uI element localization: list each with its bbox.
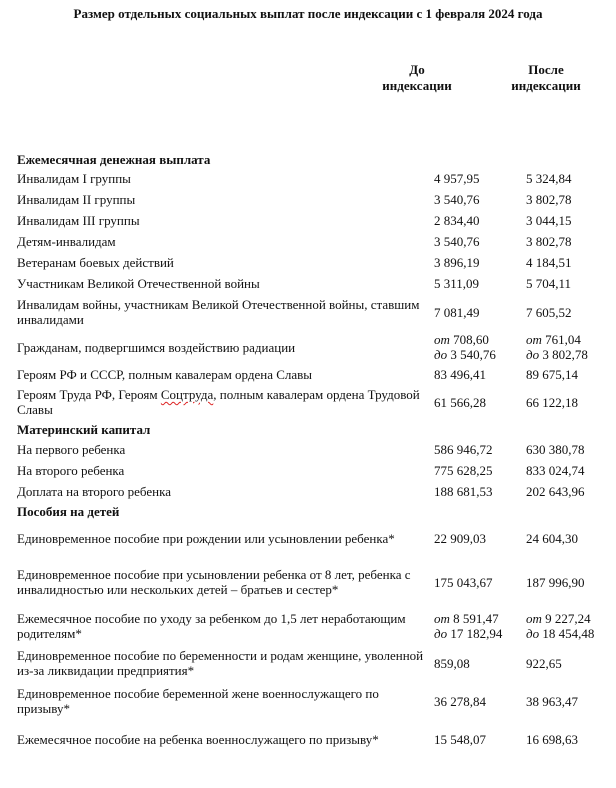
- range-from-value: 8 591,47: [453, 611, 499, 626]
- value-after-range: [526, 332, 612, 362]
- table-row: [0, 210, 616, 231]
- row-label: Единовременное пособие беременной жене военнослужащего по призыву*: [17, 686, 379, 716]
- row-label: Участникам Великой Отечественной войны: [17, 276, 260, 291]
- table-row: [0, 294, 616, 330]
- range-to-value: 17 182,94: [450, 626, 503, 641]
- row-label: Гражданам, подвергшимся воздействию радиации: [17, 339, 296, 355]
- value-before: 7 081,49: [434, 304, 480, 320]
- table-row: [0, 364, 616, 385]
- value-after: 922,65: [526, 655, 562, 671]
- row-label: Доплата на второго ребенка: [17, 484, 171, 499]
- range-from-value: 761,04: [545, 332, 581, 347]
- value-before: 2 834,40: [434, 213, 480, 228]
- column-header-after: [496, 62, 596, 94]
- row-label: Ежемесячное пособие по уходу за ребенком до 1,5 лет неработающим родителям*: [17, 611, 406, 641]
- value-before: 3 540,76: [434, 192, 480, 207]
- value-before: 586 946,72: [434, 442, 493, 457]
- range-to-value: 3 540,76: [450, 347, 496, 362]
- value-before: 859,08: [434, 655, 470, 671]
- table-row: [0, 385, 616, 419]
- table-row: [0, 273, 616, 294]
- range-to-word: до: [526, 626, 540, 641]
- range-to-word: до: [526, 347, 540, 362]
- value-after: 833 024,74: [526, 463, 585, 478]
- table-row: [0, 439, 616, 460]
- value-after: 66 122,18: [526, 394, 578, 410]
- range-from-word: от: [434, 611, 450, 626]
- row-label: Инвалидам войны, участникам Великой Отечественной войны, ставшим инвалидами: [17, 297, 420, 327]
- table-row: [0, 481, 616, 502]
- table-row: [0, 168, 616, 189]
- range-to: [526, 347, 612, 362]
- value-after: 24 604,30: [526, 530, 578, 546]
- row-label: Инвалидам I группы: [17, 171, 131, 186]
- row-label: Ежемесячное пособие на ребенка военнослужащего по призыву*: [17, 731, 379, 747]
- value-after: 3 044,15: [526, 213, 572, 228]
- section-title: Материнский капитал: [17, 421, 151, 437]
- range-from: [434, 332, 520, 347]
- row-label: Героям РФ и СССР, полным кавалерам ордена Славы: [17, 367, 313, 382]
- spellcheck-underline: Соцтруда: [160, 387, 214, 402]
- table-row: [0, 330, 616, 364]
- value-after-range: [526, 611, 612, 641]
- range-to: [526, 626, 612, 641]
- table-row: [0, 231, 616, 252]
- value-before: 3 896,19: [434, 255, 480, 270]
- range-from: [526, 332, 612, 347]
- payments-table: [0, 150, 616, 758]
- row-label: На первого ребенка: [17, 442, 126, 457]
- range-to-value: 18 454,48: [542, 626, 595, 641]
- range-from: [526, 611, 612, 626]
- value-before: 83 496,41: [434, 367, 486, 382]
- range-from-word: от: [526, 611, 542, 626]
- document-title: Размер отдельных социальных выплат после индексации с 1 февраля 2024 года: [73, 6, 543, 21]
- table-row: [0, 252, 616, 273]
- value-before: 36 278,84: [434, 693, 486, 709]
- value-before: 22 909,03: [434, 530, 486, 546]
- value-after: 3 802,78: [526, 192, 572, 207]
- row-label: На второго ребенка: [17, 463, 125, 478]
- value-after: 89 675,14: [526, 367, 578, 382]
- column-header-before-line2: индексации: [382, 78, 452, 93]
- table-row: [0, 644, 616, 682]
- range-from-value: 708,60: [453, 332, 489, 347]
- range-to-value: 3 802,78: [542, 347, 588, 362]
- value-after: 202 643,96: [526, 484, 585, 499]
- value-before-range: [434, 611, 520, 641]
- table-row: [0, 720, 616, 758]
- range-to-word: до: [434, 347, 448, 362]
- section-title: Ежемесячная денежная выплата: [17, 151, 211, 167]
- value-after: 5 704,11: [526, 276, 572, 291]
- table-row: [0, 608, 616, 644]
- value-before-range: [434, 332, 520, 362]
- table-row: [0, 520, 616, 556]
- column-header-before: [376, 62, 458, 94]
- value-before: 4 957,95: [434, 171, 480, 186]
- range-from-value: 9 227,24: [545, 611, 591, 626]
- row-label: Единовременное пособие по беременности и родам женщине, уволенной из-за ликвидации предприятия*: [17, 648, 424, 678]
- row-label: Единовременное пособие при рождении или усыновлении ребенка*: [17, 530, 395, 546]
- section-header: [0, 419, 616, 439]
- row-label: Инвалидам III группы: [17, 213, 140, 228]
- range-to: [434, 626, 520, 641]
- range-from-word: от: [526, 332, 542, 347]
- column-header-before-line1: До: [409, 62, 425, 77]
- table-row: [0, 682, 616, 720]
- table-row: [0, 189, 616, 210]
- value-after: 7 605,52: [526, 304, 572, 320]
- range-to: [434, 347, 520, 362]
- value-after: 16 698,63: [526, 731, 578, 747]
- value-before: 15 548,07: [434, 731, 486, 747]
- value-after: 187 996,90: [526, 574, 585, 590]
- value-after: 3 802,78: [526, 234, 572, 249]
- value-before: 3 540,76: [434, 234, 480, 249]
- value-before: 5 311,09: [434, 276, 480, 291]
- table-row: [0, 556, 616, 608]
- value-before: 775 628,25: [434, 463, 493, 478]
- value-before: 175 043,67: [434, 574, 493, 590]
- value-after: 4 184,51: [526, 255, 572, 270]
- column-header-after-line2: индексации: [511, 78, 581, 93]
- range-from-word: от: [434, 332, 450, 347]
- section-title: Пособия на детей: [17, 503, 120, 519]
- table-row: [0, 460, 616, 481]
- range-from: [434, 611, 520, 626]
- row-label: Ветеранам боевых действий: [17, 255, 174, 270]
- section-header: [0, 502, 616, 520]
- section-header: [0, 150, 616, 168]
- row-label: Героям Труда РФ, Героям Соцтруда, полным кавалерам ордена Трудовой Славы: [17, 387, 420, 417]
- value-before: 188 681,53: [434, 484, 493, 499]
- row-label: Инвалидам II группы: [17, 192, 136, 207]
- column-header-after-line1: После: [528, 62, 564, 77]
- value-after: 630 380,78: [526, 442, 585, 457]
- value-after: 38 963,47: [526, 693, 578, 709]
- row-label: Единовременное пособие при усыновлении ребенка от 8 лет, ребенка с инвалидностью или нескольких детей – братьев и сестер*: [17, 567, 411, 597]
- range-to-word: до: [434, 626, 448, 641]
- value-before: 61 566,28: [434, 394, 486, 410]
- value-after: 5 324,84: [526, 171, 572, 186]
- row-label: Детям-инвалидам: [17, 234, 116, 249]
